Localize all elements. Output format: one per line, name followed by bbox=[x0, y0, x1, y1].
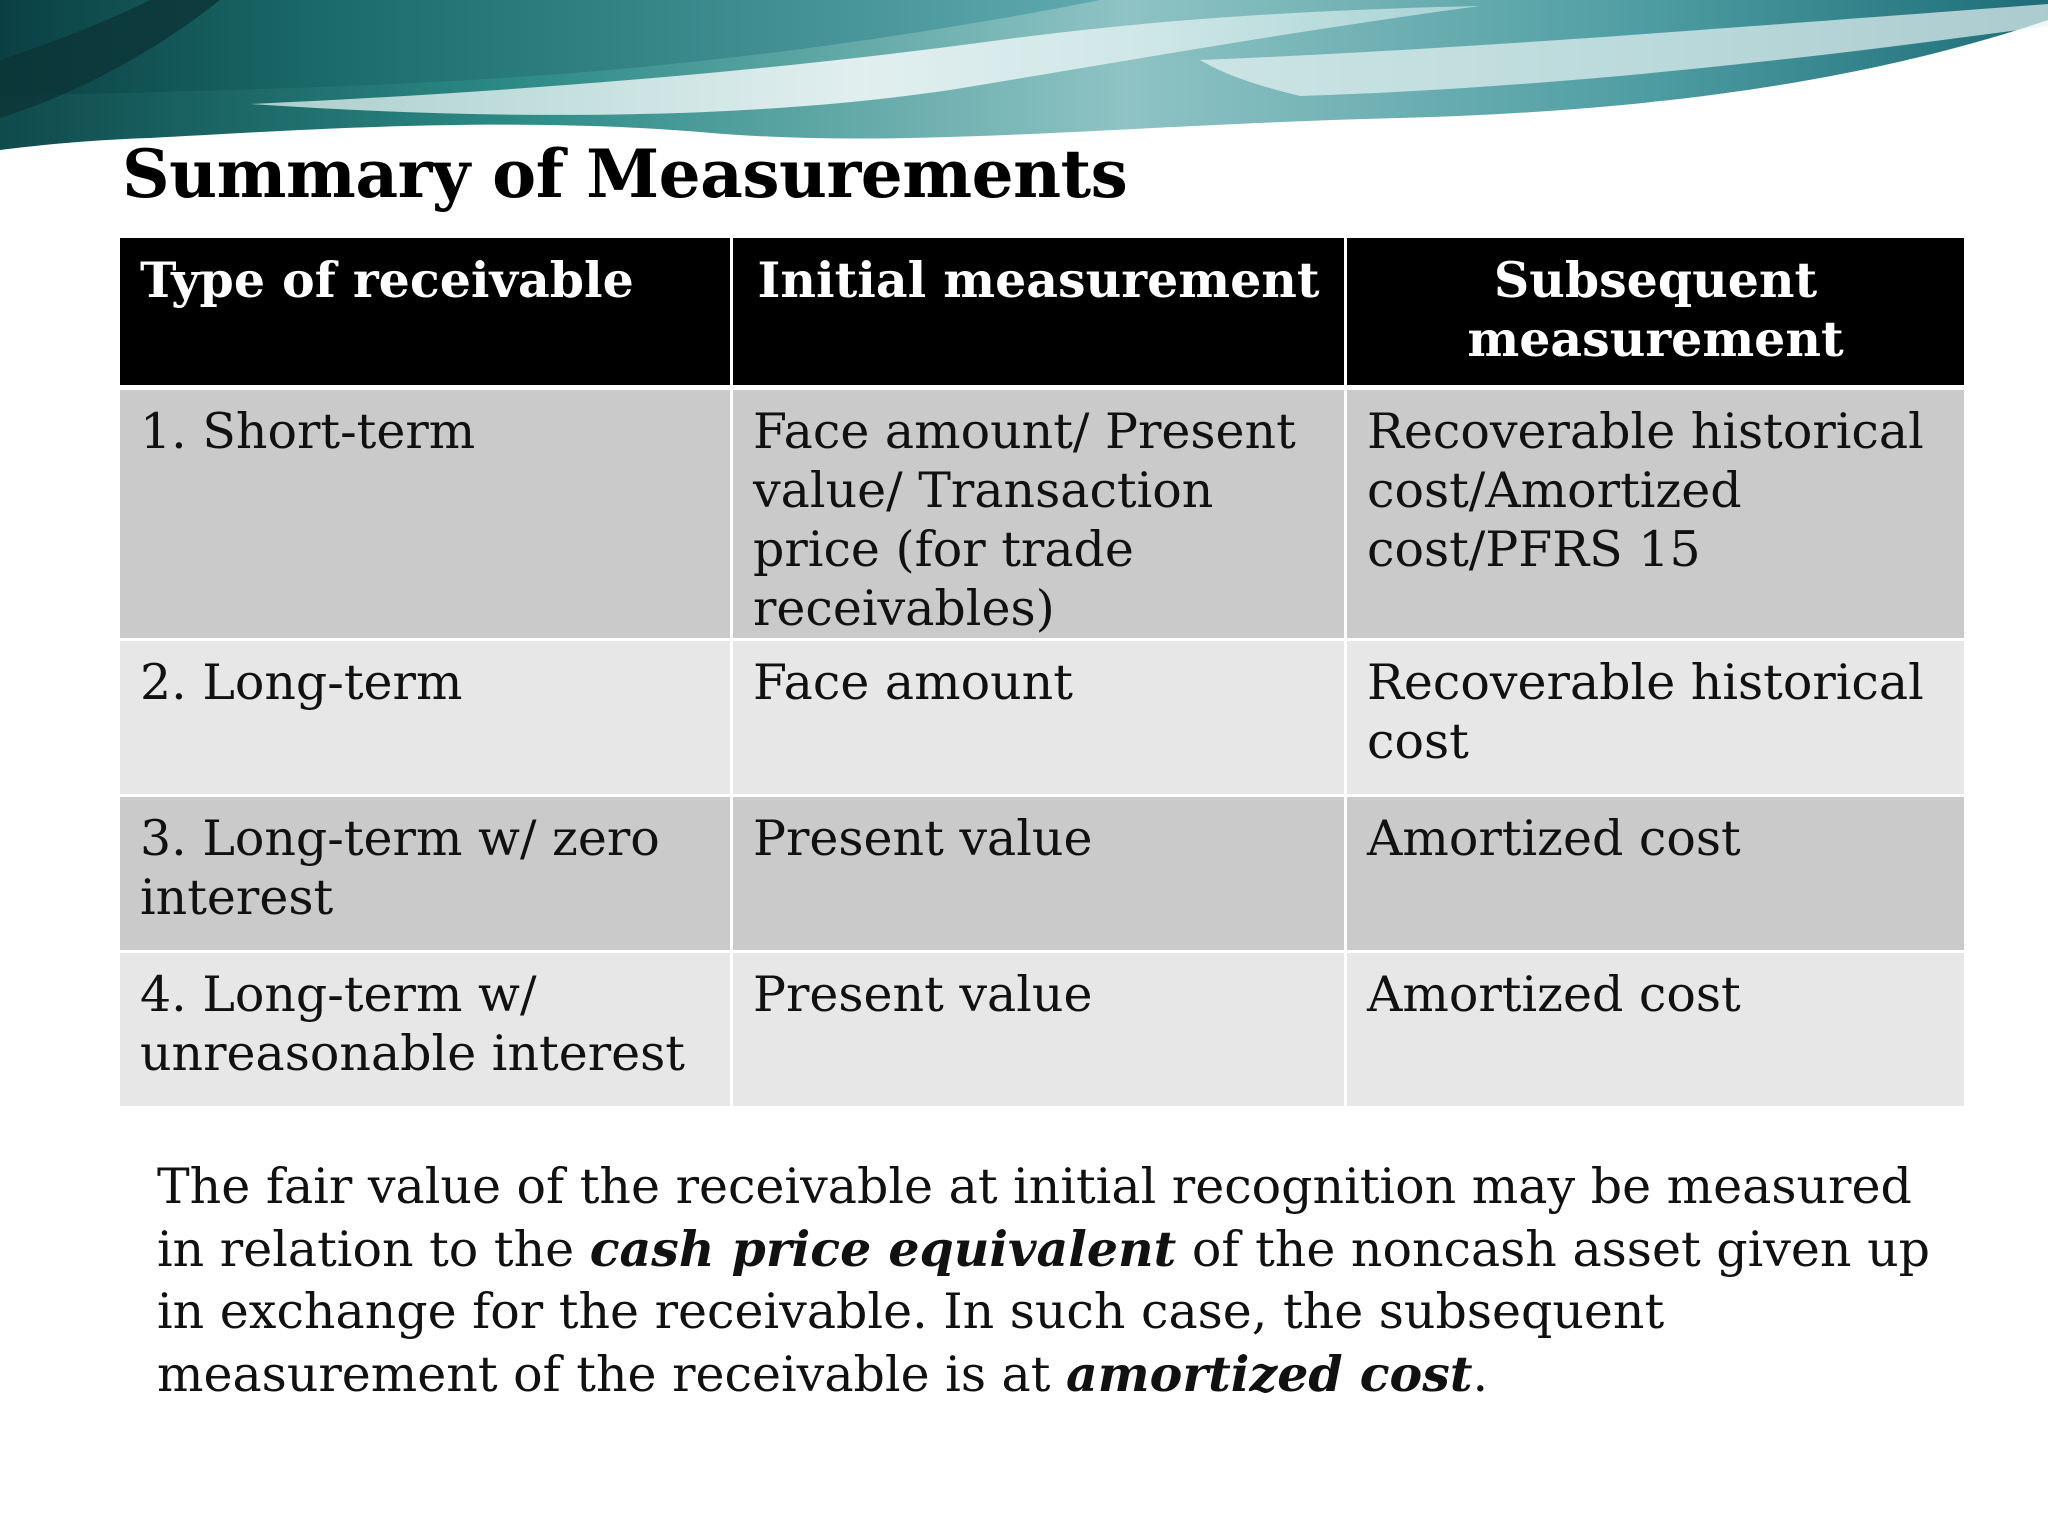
note-emphasis-amortized-cost: amortized cost bbox=[1066, 1345, 1473, 1403]
cell-subsequent: Amortized cost bbox=[1347, 953, 1964, 1109]
column-header-type: Type of receivable bbox=[120, 238, 733, 390]
column-header-subsequent: Subsequent measurement bbox=[1347, 238, 1964, 390]
cell-type: 1. Short-term bbox=[120, 390, 733, 641]
table-row bbox=[120, 953, 1964, 1109]
note-text: The fair value of the receivable at initial recognition may be measured in relation to the bbox=[157, 1158, 1912, 1278]
explanatory-note bbox=[157, 1156, 1957, 1406]
note-text: . bbox=[1472, 1346, 1489, 1403]
column-header-initial: Initial measurement bbox=[733, 238, 1347, 390]
table-header-row bbox=[120, 238, 1964, 390]
cell-initial: Present value bbox=[733, 797, 1347, 953]
measurements-table bbox=[120, 238, 1964, 1109]
cell-type: 2. Long-term bbox=[120, 641, 733, 797]
cell-initial: Face amount bbox=[733, 641, 1347, 797]
slide-title: Summary of Measurements bbox=[122, 135, 1128, 213]
note-text: of the noncash asset given up in exchange for the receivable. In such case, the subsequent measurement of the receivable is at bbox=[157, 1221, 1930, 1403]
cell-initial: Present value bbox=[733, 953, 1347, 1109]
table-row bbox=[120, 797, 1964, 953]
cell-subsequent: Recoverable historical cost bbox=[1347, 641, 1964, 797]
cell-subsequent: Recoverable historical cost/Amortized cost/PFRS 15 bbox=[1347, 390, 1964, 641]
cell-subsequent: Amortized cost bbox=[1347, 797, 1964, 953]
note-emphasis-cash-price: cash price equivalent bbox=[589, 1220, 1177, 1278]
cell-initial: Face amount/ Present value/ Transaction price (for trade receivables) bbox=[733, 390, 1347, 641]
table-row bbox=[120, 390, 1964, 641]
cell-type: 4. Long-term w/ unreasonable interest bbox=[120, 953, 733, 1109]
cell-type: 3. Long-term w/ zero interest bbox=[120, 797, 733, 953]
table-row bbox=[120, 641, 1964, 797]
decorative-wave-banner bbox=[0, 0, 2048, 150]
